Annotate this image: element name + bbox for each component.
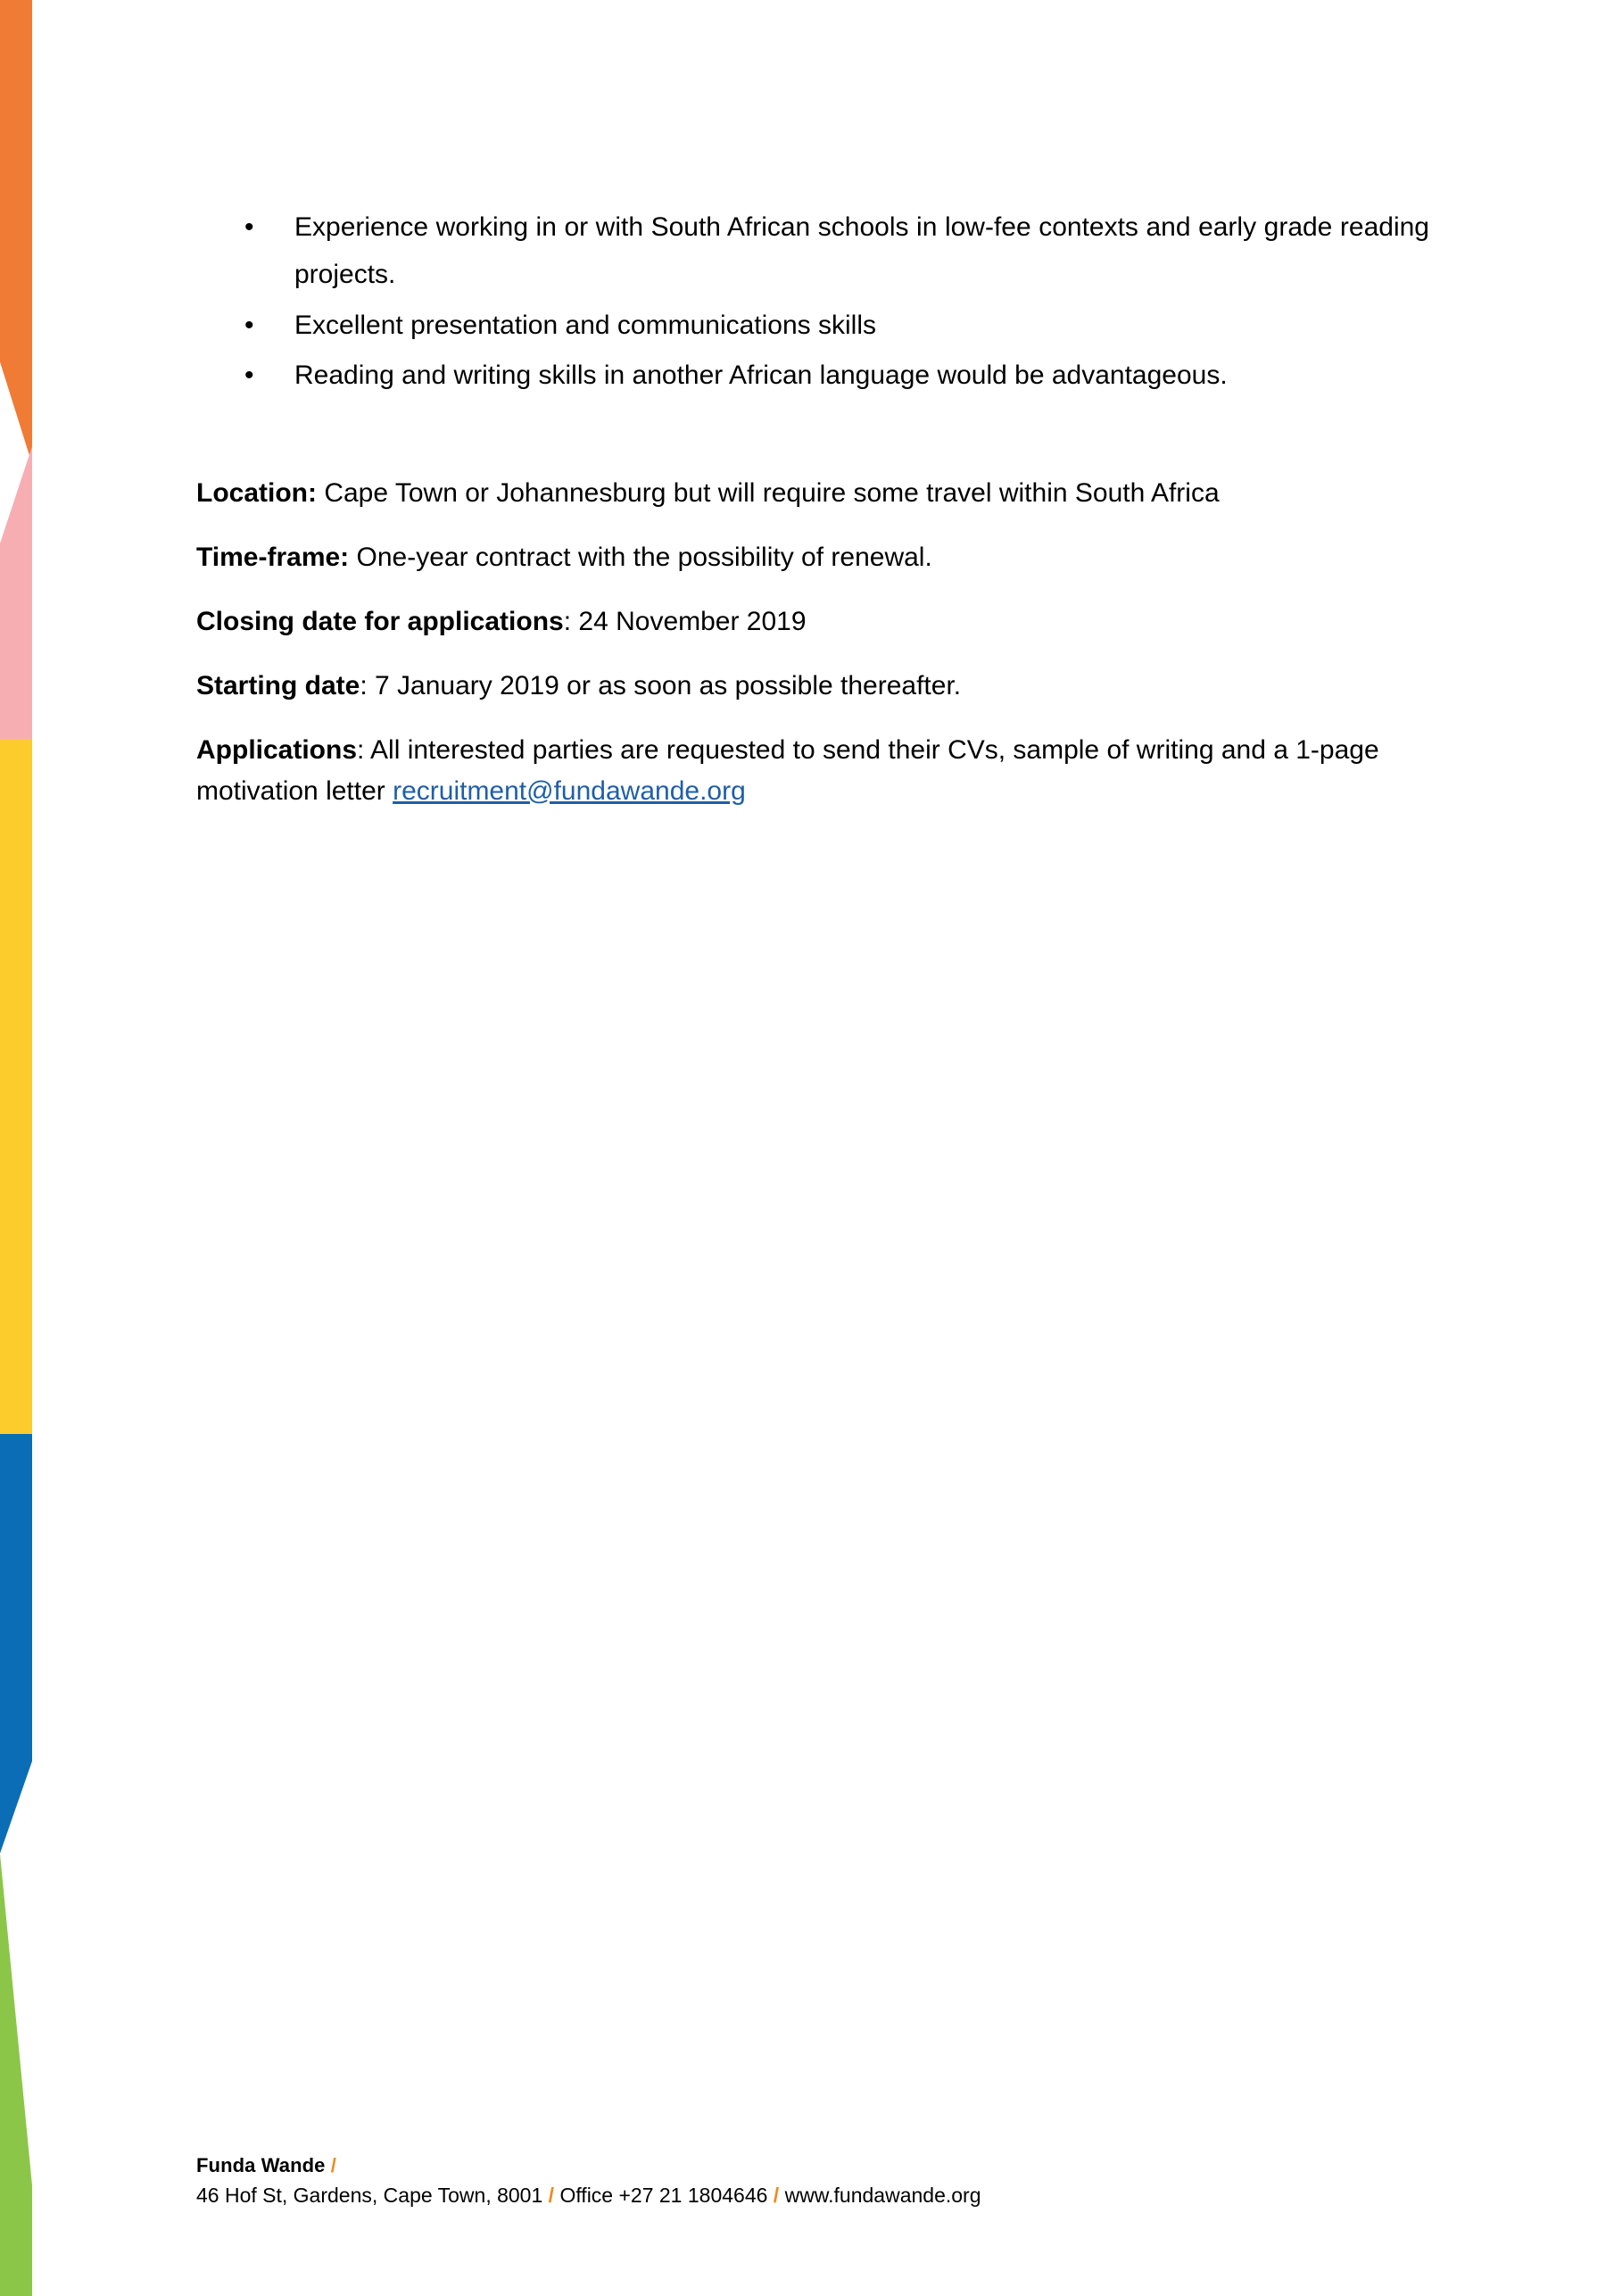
footer-slash-icon: / [330,2154,336,2176]
field-location-value: Cape Town or Johannesburg but will require some travel within South Africa [317,478,1220,508]
rail-band-yellow [0,739,32,1437]
field-starting-date-label: Starting date [196,671,360,700]
field-timeframe-label: Time-frame: [196,543,350,572]
footer-brand-name: Funda Wande [196,2154,326,2176]
list-item-text: Reading and writing skills in another African language would be advantageous. [294,361,1228,391]
field-timeframe-value: One-year contract with the possibility of renewal. [349,543,932,572]
field-applications-text: : All interested parties are requested to send their CVs, sample of writing and a 1-page motivation letter [196,735,1379,806]
field-location-label: Location: [196,478,317,508]
requirements-bullet-list [196,203,1429,402]
left-color-rail [0,0,32,2296]
rail-band-blue [0,1434,32,1853]
footer-address-line [196,2180,1267,2211]
bullet-icon: • [244,310,254,340]
field-closing-date-value: : 24 November 2019 [563,607,807,636]
field-applications-label: Applications [196,735,358,765]
field-location [196,473,1429,514]
bullet-icon: • [244,361,254,391]
rail-band-orange [0,0,32,464]
footer-separator-icon: / [773,2184,780,2207]
list-item [196,302,1429,349]
list-item-text: Experience working in or with South African schools in low-fee contexts and early grade reading projects. [294,212,1429,290]
field-closing-date [196,601,1429,642]
list-item [196,203,1429,299]
field-starting-date [196,666,1429,707]
footer-website: www.fundawande.org [784,2184,981,2207]
field-timeframe [196,537,1429,578]
field-applications [196,730,1432,811]
footer-brand-line [196,2151,1267,2180]
list-item-text: Excellent presentation and communications skills [294,310,876,340]
field-closing-date-label: Closing date for applications [196,607,564,636]
rail-band-pink [0,437,32,741]
footer-address: 46 Hof St, Gardens, Cape Town, 8001 [196,2184,543,2207]
recruitment-email-link[interactable]: recruitment@fundawande.org [393,775,746,806]
rail-band-green [0,1794,32,2296]
footer-separator-icon: / [548,2184,555,2207]
list-item [196,352,1429,399]
field-starting-date-value: : 7 January 2019 or as soon as possible thereafter. [360,671,962,700]
bullet-icon: • [244,212,254,242]
footer-office-phone: Office +27 21 1804646 [559,2184,768,2207]
page-footer [196,2151,1267,2211]
